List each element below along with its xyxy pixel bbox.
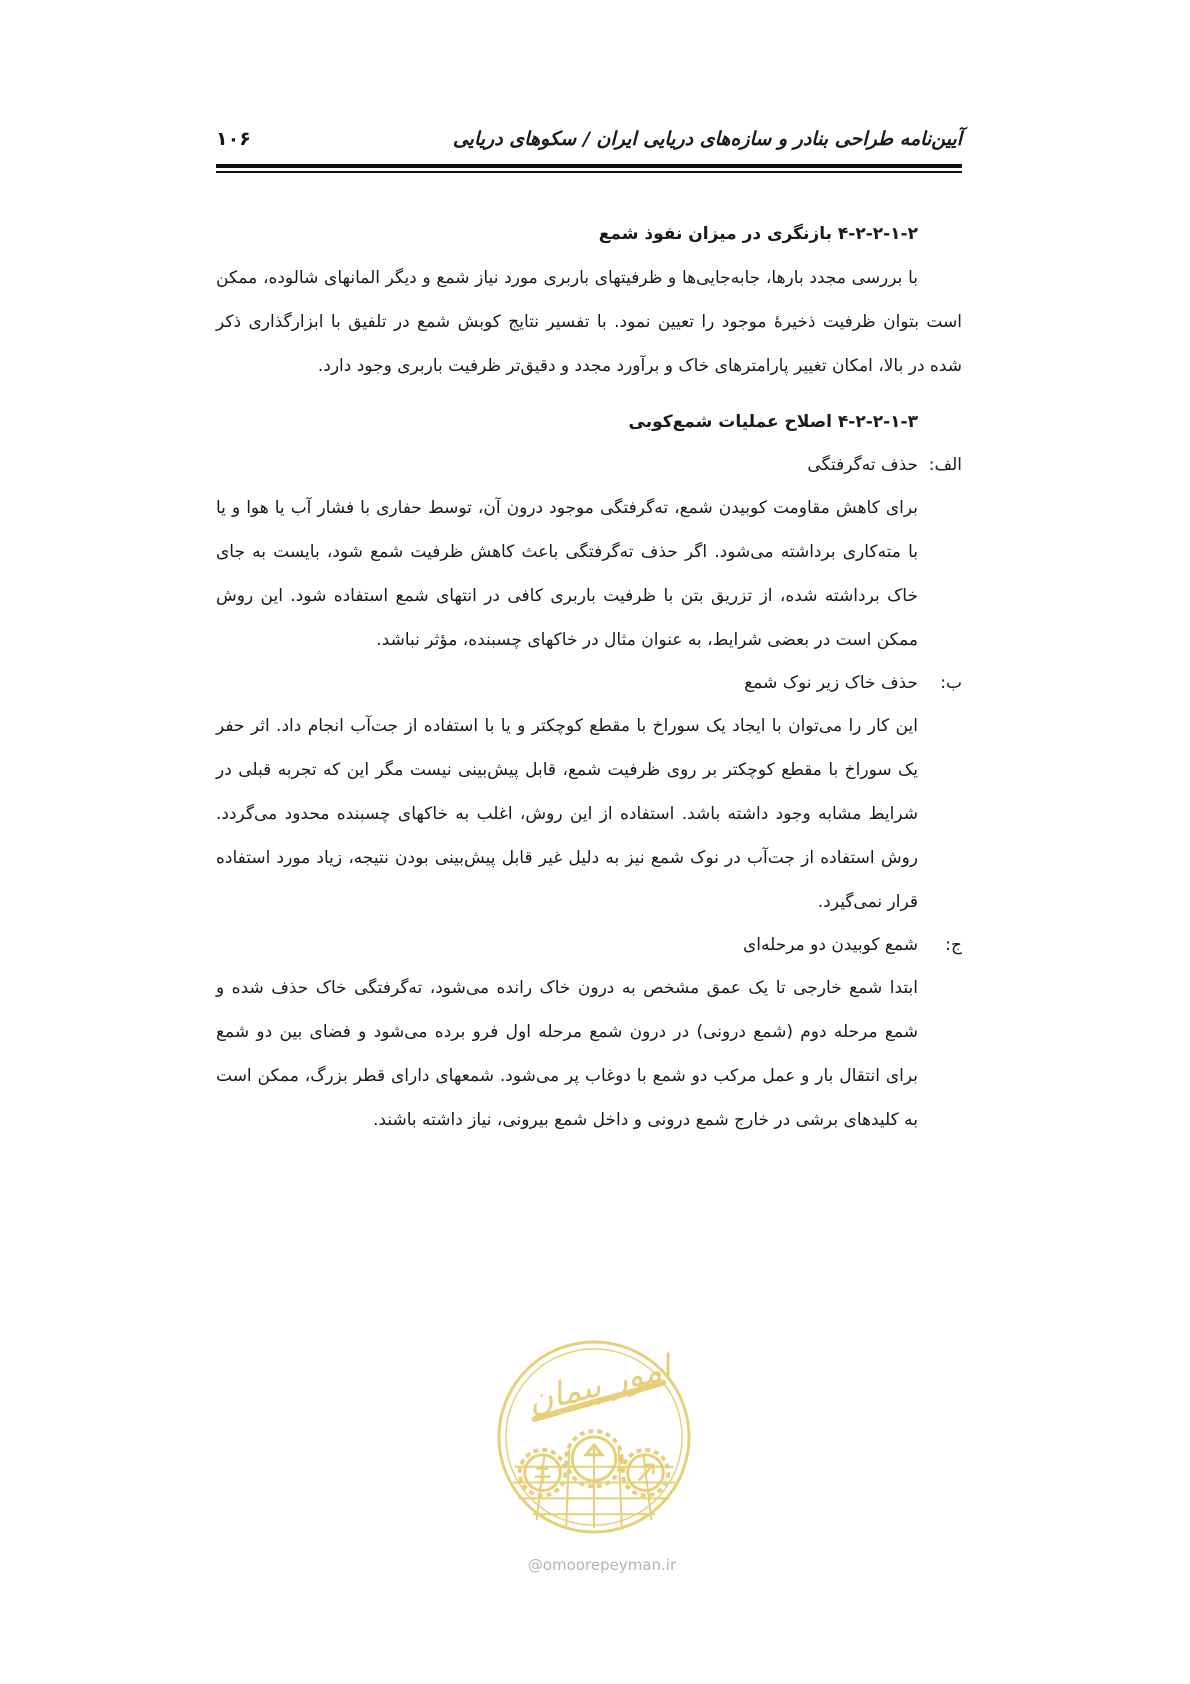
list-item-text: برای کاهش مقاومت کوبیدن شمع، ته‌گرفتگی موجود درون آن، توسط حفاری با فشار آب یا هوا و یا با مته‌کاری برداشته می‌شود. اگر حذف ته‌گرفتگی باعث کاهش ظرفیت شمع شود، بایست به جای خاک برداشته شده، از تزریق بتن با ظرفیت باربری کافی در انتهای شمع استفاده شود. این روش ممکن است در بعضی شرایط، به عنوان مثال در خاکهای چسبنده، مؤثر نباشد. xyxy=(216,498,918,650)
list-item-letter: ب: xyxy=(940,673,962,693)
running-header xyxy=(216,128,962,158)
list-item-text: ابتدا شمع خارجی تا یک عمق مشخص به درون خاک رانده می‌شود، ته‌گرفتگی خاک حذف شده و شمع مرحله دوم (شمع درونی) در درون شمع مرحله اول فرو برده می‌شود و فضای بین دو شمع برای انتقال بار و عمل مرکب دو شمع با دوغاب پر می‌شود. شمعهای دارای قطر بزرگ، ممکن است به کلیدهای برشی در خارج شمع درونی و داخل شمع بیرونی، نیاز داشته باشند. xyxy=(216,978,918,1130)
header-rule-thin xyxy=(216,171,962,173)
list-item-letter: ج: xyxy=(945,935,962,955)
section-heading: ۴-۲-۲-۱-۳ اصلاح عملیات شمع‌کوبی xyxy=(628,412,918,432)
section-heading: ۴-۲-۲-۱-۲ بازنگری در میزان نفوذ شمع xyxy=(598,224,918,244)
list-item-title: حذف ته‌گرفتگی xyxy=(807,455,918,475)
paragraph: با بررسی مجدد بارها، جابه‌جایی‌ها و ظرفیتهای باربری مورد نیاز شمع و دیگر المانهای شالوده، ممکن است بتوان ظرفیت ذخیرهٔ موجود را تعیین نمود. با تفسیر نتایج کوبش شمع در تلفیق با ابزارگذاری ذکر شده در بالا، امکان تغییر پارامترهای خاک و برآورد مجدد و دقیق‌تر ظرفیت باربری وجود دارد. xyxy=(216,268,962,376)
list-item-text: این کار را می‌توان با ایجاد یک سوراخ با مقطع کوچکتر و یا با استفاده از جت‌آب انجام داد. اثر حفر یک سوراخ با مقطع کوچکتر بر روی ظرفیت شمع، قابل پیش‌بینی نیست مگر این که تجربه قبلی در شرایط مشابه وجود داشته باشد. استفاده از این روش، اغلب به خاکهای چسبنده محدود می‌گردد. روش استفاده از جت‌آب در نوک شمع نیز به دلیل غیر قابل پیش‌بینی بودن نتیجه، زیاد مورد استفاده قرار نمی‌گیرد. xyxy=(216,716,918,912)
svg-text:امور پیمان: امور پیمان xyxy=(523,1347,675,1421)
header-rule-thick xyxy=(216,164,962,168)
list-item-heading xyxy=(216,662,962,704)
header-title: آیین‌نامه طراحی بنادر و سازه‌های دریایی ایران / سکوهای دریایی xyxy=(452,128,962,150)
watermark-logo xyxy=(495,1338,693,1536)
watermark-url: @omoorepeyman.ir xyxy=(527,1556,677,1574)
page-number: ۱۰۶ xyxy=(216,128,251,150)
list-item-heading xyxy=(216,444,962,486)
list-item-title: حذف خاک زیر نوک شمع xyxy=(744,673,918,693)
page-body xyxy=(216,214,962,1142)
list-item-title: شمع کوبیدن دو مرحله‌ای xyxy=(742,935,918,955)
list-item-heading xyxy=(216,924,962,966)
list-item-letter: الف: xyxy=(928,455,962,475)
